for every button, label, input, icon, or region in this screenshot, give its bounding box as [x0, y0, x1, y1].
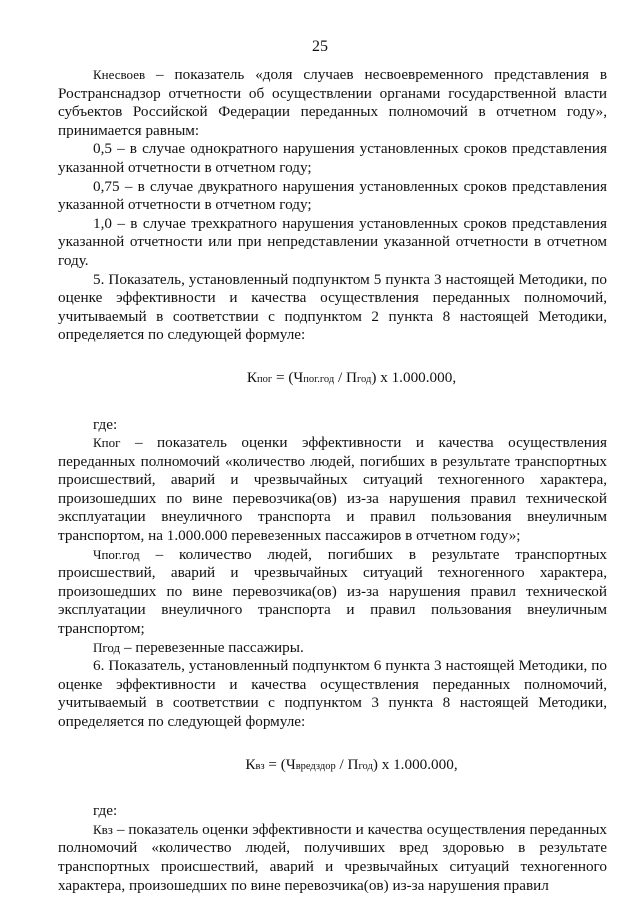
formula-sub: пог	[256, 373, 273, 385]
paragraph-text: – показатель «доля случаев несвоевременного представления в Ространснадзор отчетности об осуществлении органами государственной власти субъектов Российской Федерации переданных полномочий в отчетном году», принимается равным:	[58, 66, 607, 139]
symbol-k-nesvoev: Кнесвоев	[93, 67, 146, 82]
formula-sub: вредздор	[295, 760, 336, 772]
paragraph-text: – количество людей, погибших в результате транспортных происшествий, аварий и чрезвычайных ситуаций техногенного характера, произошедших по вине перевозчика(ов) из-за нарушения правил технической эксплуатации внеуличного транспорта и правил пользования внеуличным транспортом;	[58, 545, 607, 638]
paragraph-text: – показатель оценки эффективности и качества осуществления переданных полномочий «количество людей, получивших вред здоровью в результате транспортных происшествий, аварий и чрезвычайных ситуаций техногенного характера, произошедших по вине перевозчика(ов) из-за нарушения правил	[58, 820, 607, 894]
symbol-p-god: Пгод	[93, 639, 121, 655]
formula-lhs: К	[245, 755, 256, 773]
page-number: 25	[312, 38, 328, 55]
paragraph-ch-pog-def	[58, 546, 607, 639]
paragraph-k-vz-def	[58, 821, 607, 895]
paragraph-k-pog-def	[58, 434, 607, 546]
paragraph-text: – перевезенные пассажиры.	[120, 638, 304, 656]
formula-sub: вз	[255, 760, 265, 772]
formula-end: ) х 1.000.000,	[371, 368, 457, 386]
formula-k-pog	[58, 369, 607, 390]
where-label: где:	[93, 802, 118, 820]
formula-sub: пог.год	[303, 373, 335, 385]
formula-k-vz	[58, 756, 607, 777]
paragraph-item-6: 6. Показатель, установленный подпунктом 6 пункта 3 настоящей Методики, по оценке эффективности и качества осуществления переданных полномочий, учитываемый в соответствии с подпунктом 3 пункта 8 настоящей Методики, определяется по следующей формуле:	[58, 657, 607, 730]
paragraph-text: – показатель оценки эффективности и качества осуществления переданных полномочий «количество людей, погибших в результате транспортных происшествий, аварий и чрезвычайных ситуаций техногенного характера, произошедших по вине перевозчика(ов) из-за нарушения правил технической эксплуатации внеуличного транспорта и правил пользования внеуличным транспортом, на 1.000.000 перевезенных пассажиров в отчетном году»;	[58, 434, 607, 545]
where-label: где:	[93, 415, 118, 433]
paragraph-case-10: 1,0 – в случае трехкратного нарушения установленных сроков представления указанной отчетности или при непредставлении указанной отчетности в отчетном году.	[58, 214, 607, 269]
symbol-ch-pog: Чпог.год	[93, 546, 140, 562]
paragraph-p-god-def	[58, 639, 607, 658]
formula-part: = (Ч	[272, 368, 304, 386]
formula-lhs: К	[246, 368, 257, 386]
paragraph-case-05: 0,5 – в случае однократного нарушения установленных сроков представления указанной отчетности в отчетном году;	[58, 140, 607, 176]
formula-sub: год	[358, 760, 373, 772]
paragraph-item-5: 5. Показатель, установленный подпунктом 5 пункта 3 настоящей Методики, по оценке эффективности и качества осуществления переданных полномочий, учитываемый в соответствии с подпунктом 2 пункта 8 настоящей Методики, определяется по следующей формуле:	[58, 270, 607, 344]
formula-end: ) х 1.000.000,	[372, 755, 458, 773]
paragraph-case-075: 0,75 – в случае двукратного нарушения установленных сроков представления указанной отчетности в отчетном году;	[58, 177, 607, 214]
paragraph-k-nesvoev	[58, 66, 607, 140]
symbol-k-pog: Кпог	[93, 435, 121, 451]
formula-part: = (Ч	[264, 755, 296, 773]
formula-sub: год	[357, 373, 372, 385]
document-body	[58, 66, 607, 895]
formula-part: / П	[334, 368, 357, 386]
formula-part: / П	[335, 755, 359, 773]
symbol-k-vz: Квз	[93, 821, 113, 837]
